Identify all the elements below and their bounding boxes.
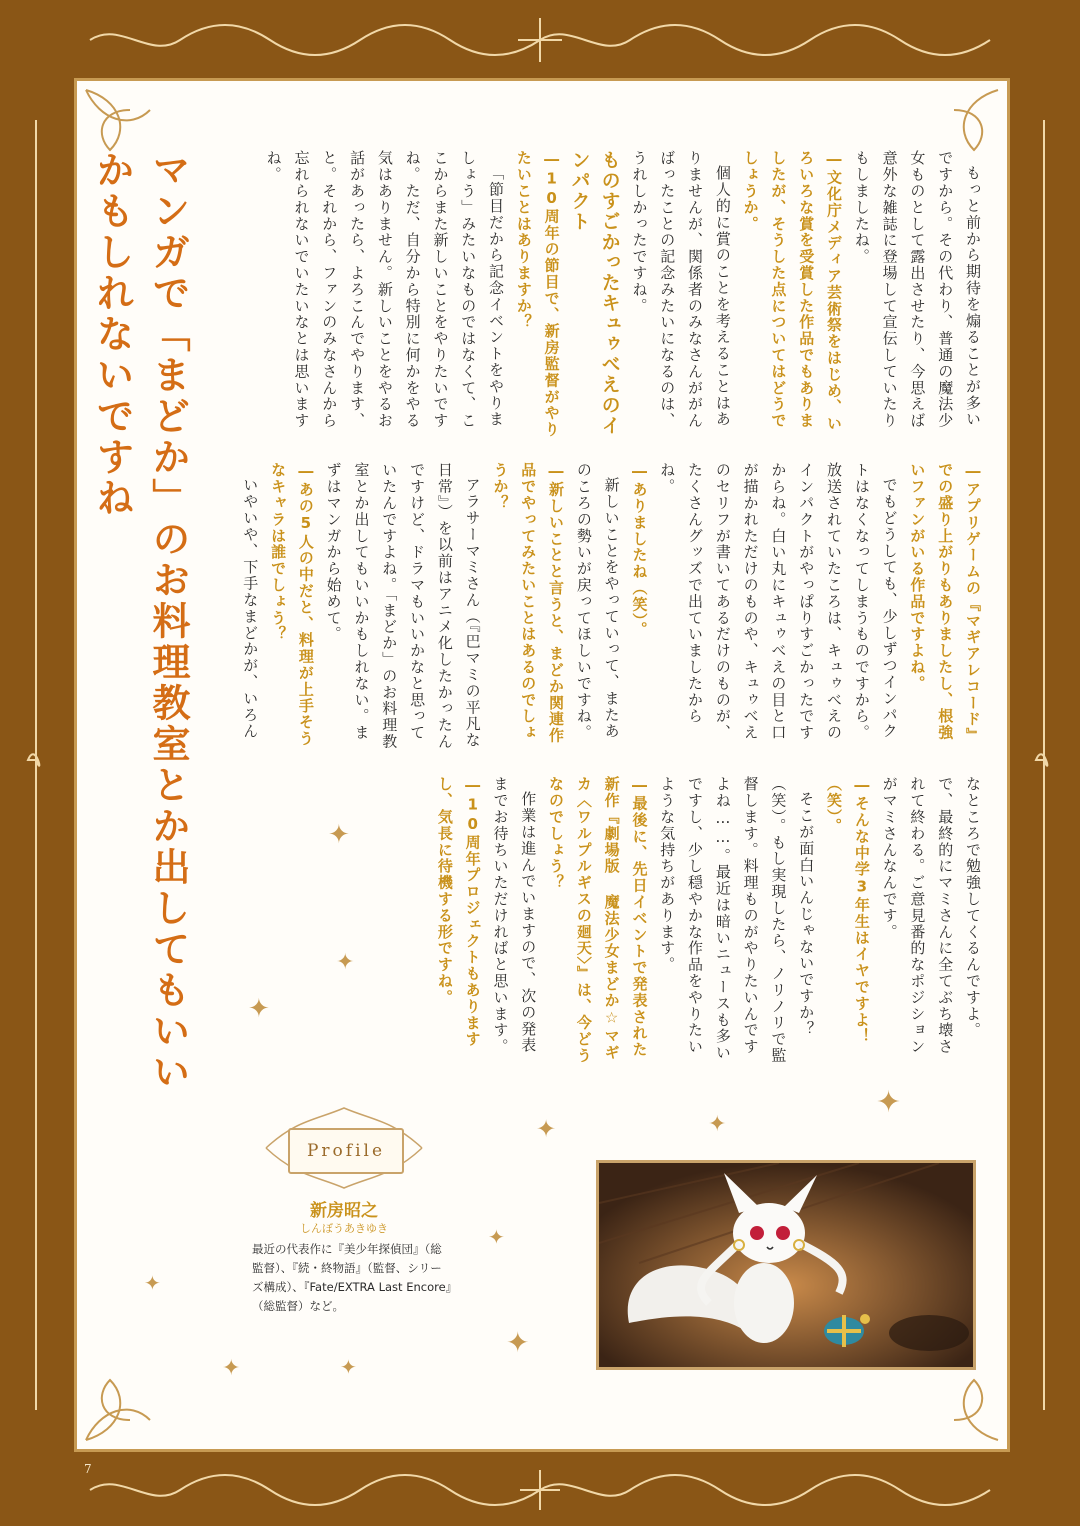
page-number: 7 <box>84 1462 92 1476</box>
sparkle-decoration: ✦ <box>328 820 350 850</box>
corner-flourish-bottom-right <box>954 1380 998 1440</box>
profile-description: 最近の代表作に『美少年探偵団』（総監督）、『続・終物語』（監督、シリーズ構成）、『Fate/EXTRA Last Encore』（総監督）など。 <box>252 1242 452 1313</box>
sparkle-decoration: ✦ <box>336 950 355 975</box>
headline: マンガで「まどか」のお料理教室とか出してもいいかもしれないですね <box>90 150 190 1093</box>
corner-flourish-top-left <box>86 90 150 150</box>
interview-question: ―あの5人の中だと、料理が上手そうなキャラは誰でしょう？ <box>269 462 315 747</box>
interview-answer: 新しいことをやっていって、またあのころの勢いが戻ってほしいですね。 <box>574 462 621 741</box>
interview-question: ―最後に、先日イベントで発表された新作『劇場版 魔法少女まどか☆マギカ〈ワルプルギスの廻天〉』は、今どうなのでしょう？ <box>547 776 649 1064</box>
sparkle-decoration: ✦ <box>222 1356 241 1381</box>
anime-still-kyubey <box>596 1160 976 1370</box>
section-heading: ものすごかったキュゥべえのインパクト <box>568 150 621 436</box>
interview-answer: アラサーマミさん（『巴マミの平凡な日常』）を以前はアニメ化したかったんですけど、ドラマもいいかなと思っていたんですよね。「まどか」のお料理教室とか出してもいいかもしれない。まずはマンガから始めて。 <box>324 462 482 750</box>
sparkle-decoration: ✦ <box>506 1326 530 1359</box>
interview-question: ―10周年の節目で、新房監督がやりたいことはありますか？ <box>514 150 561 438</box>
interview-answer: いやいや、下手なまどかが、いろん <box>241 477 260 740</box>
interview-answer: そこが面白いんじゃないですか？（笑）。もし実現したら、ノリノリで監督します。料理ものがやりたいんですよね……。最近は暗いニュースも多いですし、少し穏やかな作品をやりたいような気持ちがあります。 <box>658 776 816 1064</box>
article-column-lower <box>420 776 986 1066</box>
interview-question: ―10周年プロジェクトもありますし、気長に待機する形ですね。 <box>435 776 482 1048</box>
interview-answer: 「節目だから記念イベントをやりましょう」みたいなものではなくて、ここからまた新しいことをやりたいですね。ただ、自分から特別に何かをやる気はありません。新しいことをやるお話があったら、よろこんでやります、と。それから、ファンのみなさんから忘れられないでいたいなとは思いますね。 <box>264 150 506 429</box>
sparkle-decoration: ✦ <box>488 1225 505 1249</box>
interview-answer: もっと前から期待を煽ることが多いですから。その代わり、普通の魔法少女ものとして露出させたり、今思えば意外な雑誌に登場して宣伝していたりもしましたね。 <box>852 150 982 429</box>
corner-flourish-top-right <box>954 90 998 150</box>
profile-name-kana: しんぼうあきゆき <box>300 1222 388 1235</box>
interview-answer: 作業は進んでいますので、次の発表までお待ちいただければと思います。 <box>491 776 538 1055</box>
sparkle-decoration: ✦ <box>536 1115 557 1143</box>
interview-answer: なところで勉強してくるんですよ。で、最終的にマミさんに全てぶち壊されて終わる。ご意見番的なポジションがマミさんなんです。 <box>880 776 982 1055</box>
top-scroll-ornament <box>90 18 990 62</box>
sparkle-decoration: ✦ <box>340 1355 357 1379</box>
interview-answer: 個人的に賞のことを考えることはありませんが、関係者のみなさんががんばったことの記念みたいになるのは、うれしかったですね。 <box>630 150 732 429</box>
article-column-upper <box>236 150 986 440</box>
interview-answer: でもどうしても、少しずつインパクトはなくなってしまうものですから。放送されていたころは、キュゥべえのインパクトがやっぱりすごかったですからね。白い丸にキュゥべえの目と口が描かれただけのものや、キュゥべえのセリフが書いてあるだけのものが、たくさんグッズで出ていましたからね。 <box>658 462 899 741</box>
interview-question: ―そんな中学3年生はイヤですよ！（笑）。 <box>825 776 871 1045</box>
interview-question: ―アプリゲームの『マギアレコード』での盛り上がりもありましたし、根強いファンがいる作品ですよね。 <box>908 462 982 744</box>
kyubey-illustration <box>599 1163 973 1367</box>
interview-question: ―文化庁メディア芸術祭をはじめ、いろいろな賞を受賞した作品でもありましたが、そうした点についてはどうでしょうか。 <box>741 150 844 432</box>
sparkle-decoration: ✦ <box>248 994 270 1024</box>
sparkle-decoration: ✦ <box>144 1271 161 1295</box>
sparkle-decoration: ✦ <box>708 1112 727 1137</box>
corner-flourish-bottom-left <box>86 1380 150 1440</box>
profile-name: 新房昭之 <box>310 1201 378 1221</box>
profile-badge: Profile <box>288 1128 404 1174</box>
interview-question: ―新しいことと言うと、まどか関連作品でやってみたいことはあるのでしょうか？ <box>491 462 566 744</box>
interview-question: ―ありましたね（笑）。 <box>630 462 649 638</box>
sparkle-decoration: ✦ <box>876 1085 902 1120</box>
article-column-middle <box>236 462 986 752</box>
bottom-scroll-ornament <box>90 1470 990 1510</box>
